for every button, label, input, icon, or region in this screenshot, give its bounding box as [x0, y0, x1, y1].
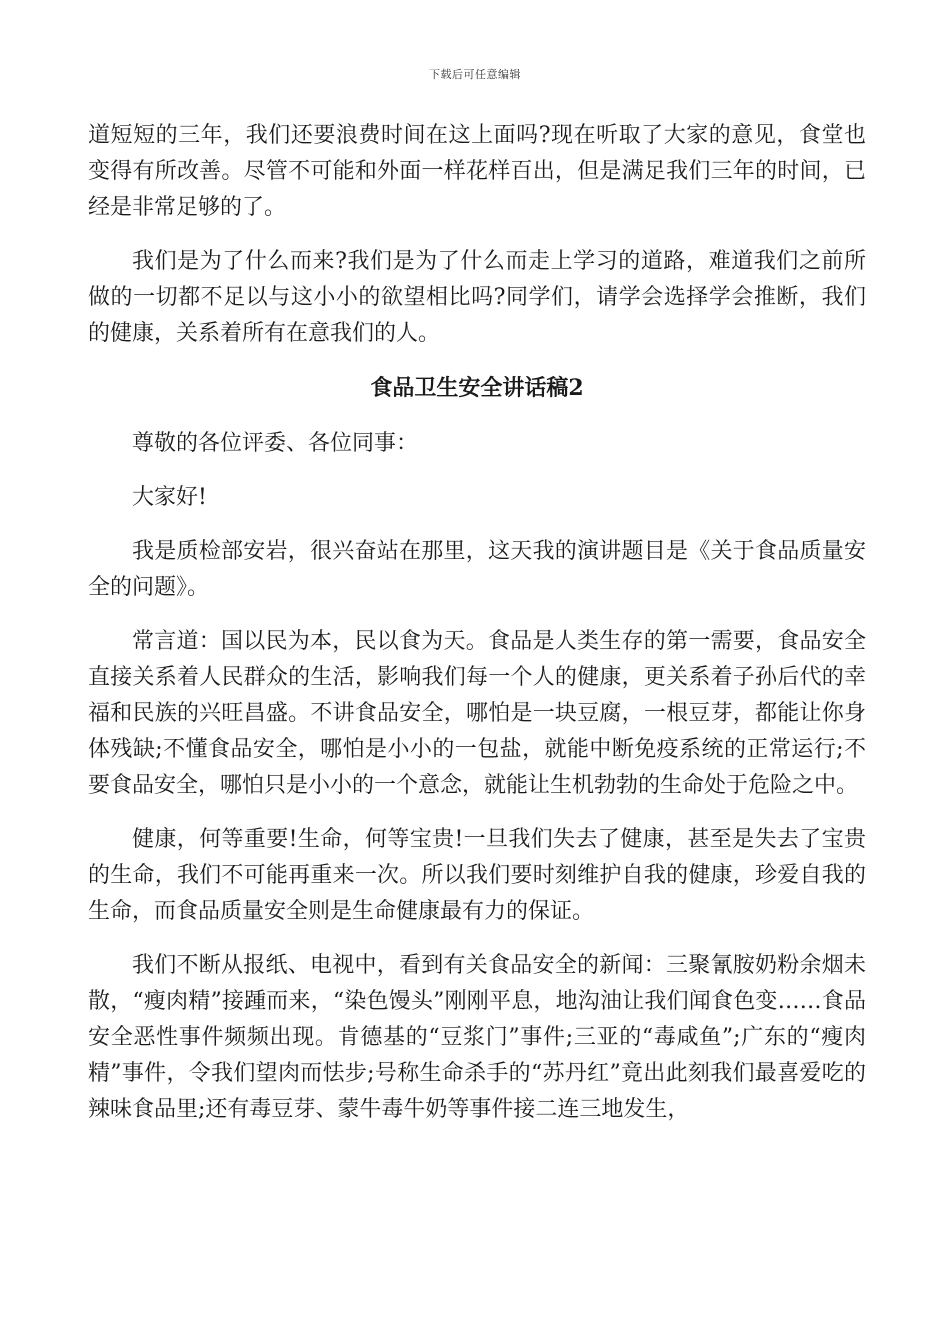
paragraph-introduction: 我是质检部安岩，很兴奋站在那里，这天我的演讲题目是《关于食品质量安全的问题》。 [88, 539, 866, 600]
paragraph-2: 我们是为了什么而来?我们是为了什么而走上学习的道路，难道我们之前所做的一切都不足以与这小小的欲望相比吗?同学们，请学会选择学会推断，我们的健康，关系着所有在意我们的人。 [88, 249, 866, 346]
paragraph-1: 道短短的三年，我们还要浪费时间在这上面吗?现在听取了大家的意见，食堂也变得有所改善。尽管不可能和外面一样花样百出，但是满足我们三年的时间，已经是非常足够的了。 [88, 123, 866, 220]
paragraph-health: 健康，何等重要!生命，何等宝贵!一旦我们失去了健康，甚至是失去了宝贵的生命，我们不可能再重来一次。所以我们要时刻维护自我的健康，珍爱自我的生命，而食品质量安全则是生命健康最有力的保证。 [88, 827, 866, 924]
paragraph-food-safety: 常言道：国以民为本，民以食为天。食品是人类生存的第一需要，食品安全直接关系着人民群众的生活，影响我们每一个人的健康，更关系着子孙后代的幸福和民族的兴旺昌盛。不讲食品安全，哪怕是一块豆腐，一根豆芽，都能让你身体残缺;不懂食品安全，哪怕是小小的一包盐，就能中断免疫系统的正常运行;不要食品安全，哪怕只是小小的一个意念，就能让生机勃勃的生命处于危险之中。 [88, 629, 866, 798]
section-title: 食品卫生安全讲话稿2 [370, 375, 584, 401]
paragraph-news: 我们不断从报纸、电视中，看到有关食品安全的新闻：三聚氰胺奶粉余烟未散，“瘦肉精”接踵而来，“染色馒头”刚刚平息，地沟油让我们闻食色变……食品安全恶性事件频频出现。肯德基的“豆浆门”事件;三亚的“毒咸鱼”;广东的“瘦肉精”事件，令我们望肉而怯步;号称生命杀手的“苏丹红”竟出此刻我们最喜爱吃的辣味食品里;还有毒豆芽、蒙牛毒牛奶等事件接二连三地发生， [88, 953, 866, 1122]
paragraph-greeting-audience: 尊敬的各位评委、各位同事： [132, 431, 419, 456]
paragraph-greeting: 大家好! [132, 485, 207, 510]
document-body [88, 118, 866, 1146]
page-header-note: 下载后可任意编辑 [429, 68, 521, 81]
